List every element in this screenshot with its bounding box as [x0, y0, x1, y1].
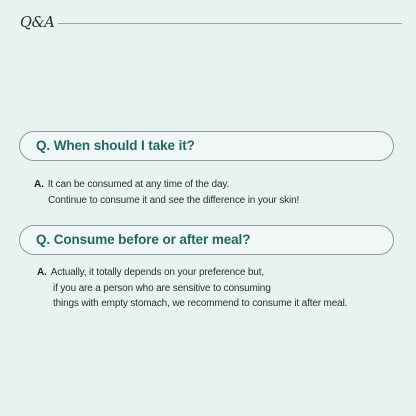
- page-title: Q&A: [20, 15, 55, 31]
- page-header: [20, 13, 402, 35]
- answer-line: [34, 177, 299, 193]
- faq-answer-2: [37, 265, 347, 312]
- question-text: Q. When should I take it?: [36, 138, 195, 153]
- faq-question-2[interactable]: [19, 225, 394, 255]
- answer-line: things with empty stomach, we recommend to consume it after meal.: [53, 298, 348, 309]
- answer-line: [37, 265, 347, 281]
- answer-line: if you are a person who are sensitive to consuming: [53, 282, 271, 294]
- answer-text: Actually, it totally depends on your preference but,: [50, 267, 264, 278]
- answer-text: It can be consumed at any time of the day.: [47, 179, 230, 190]
- question-text: Q. Consume before or after meal?: [36, 232, 251, 247]
- faq-question-1[interactable]: [19, 131, 394, 161]
- header-divider: [58, 23, 402, 24]
- answer-line: Continue to consume it and see the difference in your skin!: [48, 194, 300, 206]
- faq-answer-1: [34, 177, 299, 208]
- answer-marker: A.: [37, 267, 47, 278]
- answer-marker: A.: [34, 179, 44, 190]
